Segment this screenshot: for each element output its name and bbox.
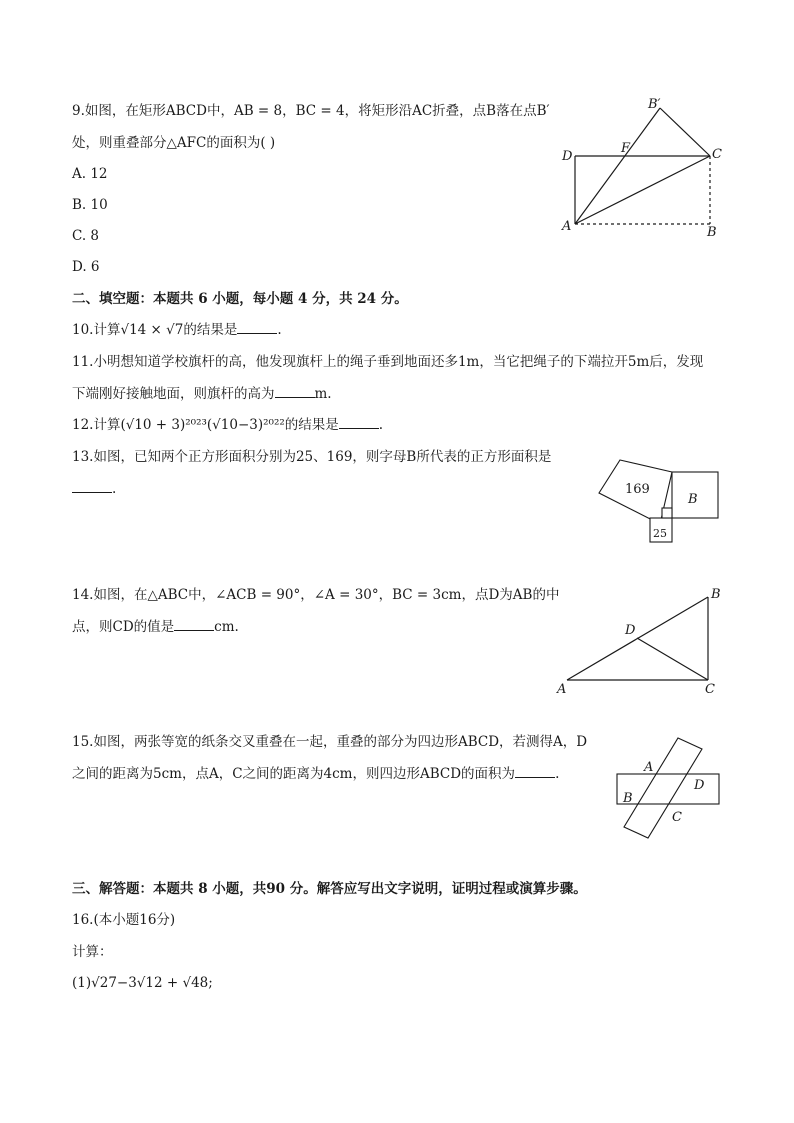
- q9-label-d: D: [562, 149, 573, 164]
- q14-edge-dc: [637, 638, 708, 680]
- q9-stem-line2: 处，则重叠部分△AFC的面积为( ): [72, 135, 276, 151]
- q16-intro: 计算：: [72, 944, 113, 960]
- q14-answer-blank: [174, 618, 214, 631]
- q15-period: .: [555, 766, 560, 782]
- q12-period: .: [378, 417, 384, 433]
- q9-stem-line1: 9.如图，在矩形ABCD中，AB = 8，BC = 4，将矩形沿AC折叠，点B落在点B′: [72, 103, 550, 119]
- q14-label-b: B: [711, 587, 721, 602]
- q14-unit: cm.: [214, 619, 239, 635]
- q15-stem-line1: 15.如图，两张等宽的纸条交叉重叠在一起，重叠的部分为四边形ABCD，若测得A，D: [72, 734, 588, 750]
- q10-period: .: [277, 322, 282, 338]
- q10-stem: [72, 321, 282, 339]
- q9-edge-ac: [575, 156, 710, 224]
- q9-edge-ab-prime: [575, 108, 660, 224]
- q14-label-a: A: [557, 682, 567, 697]
- q15-label-d: D: [694, 778, 705, 793]
- q11-unit: m.: [314, 386, 332, 402]
- section2-heading: 二、填空题：本题共 6 小题，每小题 4 分，共 24 分。: [72, 291, 408, 307]
- section3-heading: 三、解答题：本题共 8 小题，共90 分。解答应写出文字说明，证明过程或演算步骤。: [72, 881, 587, 897]
- q14-figure: [555, 583, 735, 698]
- q9-edge-b-prime-c: [660, 108, 710, 156]
- q12-answer-blank: [339, 416, 379, 429]
- q11-answer-blank: [275, 385, 315, 398]
- q13-stem-line1: 13.如图，已知两个正方形面积分别为25、169，则字母B所代表的正方形面积是: [72, 449, 552, 465]
- q9-label-a: A: [562, 219, 572, 234]
- q12-stem: [72, 416, 383, 434]
- q9-label-f: F: [621, 141, 631, 156]
- q15-label-a: A: [644, 760, 654, 775]
- q13-figure: [595, 455, 725, 550]
- q15-answer-blank: [515, 765, 555, 778]
- q14-label-d: D: [625, 623, 636, 638]
- q11-text: 下端刚好接触地面，则旗杆的高为: [72, 386, 275, 402]
- q15-text: 之间的距离为5cm，点A，C之间的距离为4cm，则四边形ABCD的面积为: [72, 766, 516, 782]
- q10-text: 10.计算√14 × √7的结果是: [72, 322, 238, 338]
- q14-stem-line1: 14.如图，在△ABC中，∠ACB = 90°，∠A = 30°，BC = 3cm，点D为AB的中: [72, 587, 560, 603]
- q9-option-c: C. 8: [72, 228, 100, 244]
- q13-label-b: B: [688, 492, 698, 507]
- q13-right-angle-mark: [662, 508, 672, 518]
- q13-label-25: 25: [653, 527, 667, 540]
- q9-label-b: B: [707, 225, 717, 240]
- q9-option-b: B. 10: [72, 197, 108, 213]
- q9-label-b-prime: B′: [648, 97, 661, 112]
- q15-label-c: C: [672, 810, 682, 825]
- q13-stem-line2: [72, 480, 116, 498]
- q11-stem-line1: 11.小明想知道学校旗杆的高，他发现旗杆上的绳子垂到地面还多1m，当它把绳子的下端拉开5m后，发现: [72, 354, 704, 370]
- q13-answer-blank: [72, 480, 112, 493]
- q15-label-b: B: [623, 791, 633, 806]
- q14-label-c: C: [705, 682, 715, 697]
- q12-text: 12.计算(√10 + 3)²⁰²³(√10−3)²⁰²²的结果是: [72, 417, 339, 433]
- q15-figure: [610, 732, 730, 842]
- q13-period: .: [112, 481, 117, 497]
- q16-part1: (1)√27−3√12 + √48;: [72, 975, 213, 991]
- q14-text: 点，则CD的值是: [72, 619, 175, 635]
- q11-stem-line2: [72, 385, 332, 403]
- q9-option-a: A. 12: [72, 166, 108, 182]
- q15-slanted-strip: [624, 738, 702, 838]
- q9-option-d: D. 6: [72, 259, 100, 275]
- q9-label-c: C: [712, 147, 722, 162]
- q14-stem-line2: [72, 618, 239, 636]
- q10-answer-blank: [237, 321, 277, 334]
- q13-label-169: 169: [625, 482, 650, 497]
- q9-figure: [555, 96, 735, 241]
- q15-stem-line2: [72, 765, 559, 783]
- q16-title: 16.(本小题16分): [72, 912, 176, 928]
